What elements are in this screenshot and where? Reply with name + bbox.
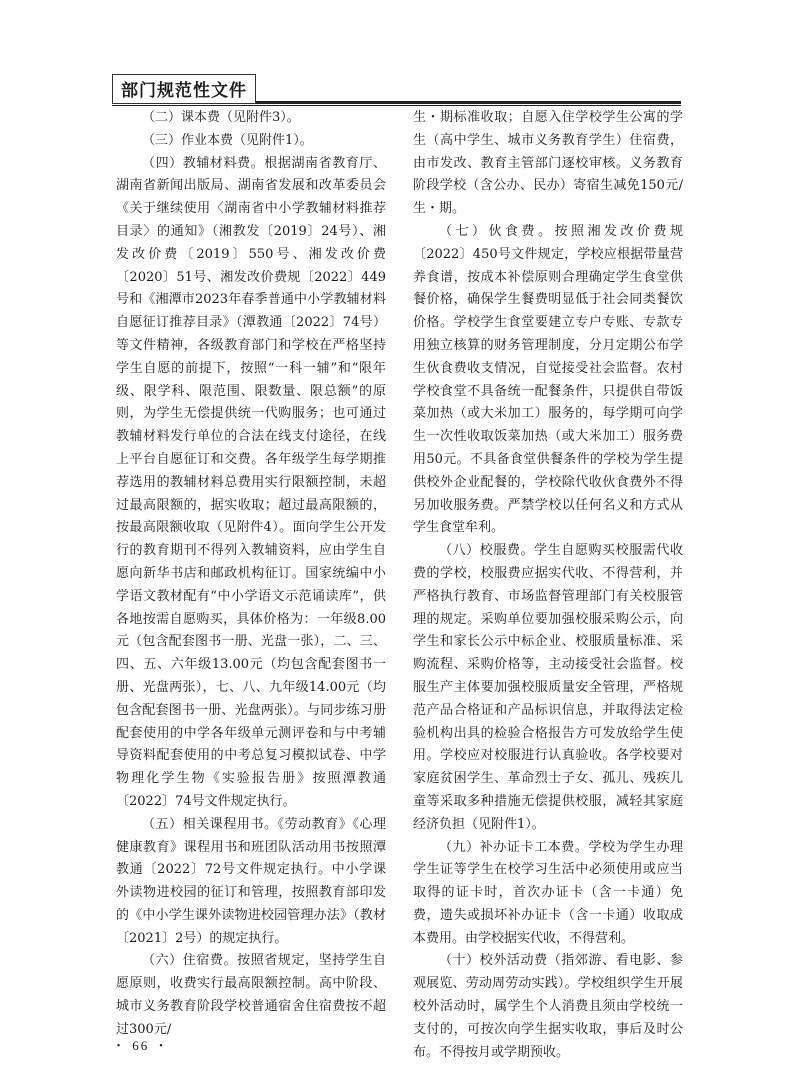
paragraph-accommodation-fee-continued: 生・期标准收取；自愿入住学校学生公寓的学生（高中学生、城市义务教育学生）住宿费，由市发改、教育主管部门逐校审核。义务教育阶段学校（含公办、民办）寄宿生减免150元/生・期。: [413, 110, 683, 217]
paragraph-meal-fee: （七）伙食费。按照湘发改价费规〔2022〕450号文件规定，学校应根据带量营养食谱，按成本补偿原则合理确定学生食堂供餐价格，确保学生餐费明显低于社会同类餐饮价格。学校学生食堂要建立专户专账、专款专用独立核算的财务管理制度，分月定期公布学生伙食费收支情况，自觉接受社会监督。农村学校食堂不具备统一配餐条件，只提供自带饭菜加热（或大米加工）服务的，每学期可向学生一次性收取饭菜加热（或大米加工）服务费用50元。不具备食堂供餐条件的学校为学生提供校外企业配餐的，学校除代收伙食费外不得另加收服务费。严禁学校以任何名义和方式从学生食堂牟利。: [413, 223, 683, 536]
paragraph-supplementary-materials-fee: （四）教辅材料费。根据湖南省教育厅、湖南省新闻出版局、湖南省发展和改革委员会《关于继续使用〈湖南省中小学教辅材料推荐目录〉的通知》（湘教发〔2019〕24号）、湘发改价费〔2019〕550号、湘发改价费〔2020〕51号、湘发改价费规〔2022〕449号和《湘潭市2023年春季普通中小学教辅材料自愿征订推荐目录》（潭教通〔2022〕74号）等文件精神，各级教育部门和学校在严格坚持学生自愿的前提下，按照“一科一辅”和“限年级、限学科、限范围、限数量、限总额”的原则，为学生无偿提供统一代购服务；也可通过教辅材料发行单位的合法在线支付途径，在线上平台自愿征订和交费。各年级学生每学期推荐选用的教辅材料总费用实行限额控制，未超过最高限额的，据实收取；超过最高限额的，按最高限额收取（见附件4）。面向学生公开发行的教育期刊不得列入教辅资料，应由学生自愿向新华书店和邮政机构征订。国家统编中小学语文教材配有“中小学语文示范诵读库”，供各地按需自愿购买，具体价格为：一年级8.00元（包含配套图书一册、光盘一张），二、三、四、五、六年级13.00元（均包含配套图书一册、光盘两张），七、八、九年级14.00元（均包含配套图书一册、光盘两张）。与同步练习册配套使用的中学各年级单元测评卷和与中考辅导资料配套使用的中考总复习模拟试卷、中学物理化学生物《实验报告册》按照潭教通〔2022〕74号文件规定执行。: [116, 155, 386, 809]
paragraph-exercise-book-fee: （三）作业本费（见附件1）。: [142, 132, 313, 148]
paragraph-card-replacement-fee: （九）补办证卡工本费。学校为学生办理学生证等学生在校学习生活中必须使用或应当取得的证卡时，首次办证卡（含一卡通）免费，遗失或损坏补办证卡（含一卡通）收取成本费用。由学校据实代收，不得营利。: [413, 839, 683, 946]
section-header-label: 部门规范性文件: [112, 74, 256, 104]
page-number: ・ 66 ・: [112, 1038, 170, 1053]
paragraph-course-books: （五）相关课程用书。《劳动教育》《心理健康教育》课程用书和班团队活动用书按照潭教通〔2022〕72号文件规定执行。中小学课外读物进校园的征订和管理，按照教育部印发的《中小学生课外读物进校园管理办法》（教材〔2021〕2号）的规定执行。: [116, 816, 386, 946]
paragraph-uniform-fee: （八）校服费。学生自愿购买校服需代收费的学校，校服费应据实代收、不得营利，并严格执行教育、市场监督管理部门有关校服管理的规定。采购单位要加强校服采购公示，向学生和家长公示中标企业、校服质量标准、采购流程、采购价格等，主动接受社会监督。校服生产主体要加强校服质量安全管理，严格规范产品合格证和产品标识信息，并取得法定检验机构出具的检验合格报告方可发放给学生使用。学校应对校服进行认真验收。各学校要对家庭贫困学生、革命烈士子女、孤儿、残疾儿童等采取多种措施无偿提供校服，减轻其家庭经济负担（见附件1）。: [413, 543, 683, 832]
paragraph-outdoor-activity-fee: （十）校外活动费（指郊游、看电影、参观展览、劳动周劳动实践）。学校组织学生开展校外活动时，属学生个人消费且须由学校统一支付的，可按次向学生据实收取，事后及时公布。不得按月或学期预收。: [413, 953, 683, 1060]
right-text-column: [413, 107, 683, 1064]
paragraph-textbook-fee: （二）课本费（见附件3）。: [142, 110, 300, 125]
header-rule-thin: [112, 105, 681, 106]
paragraph-accommodation-fee: （六）住宿费。按照省规定，坚持学生自愿原则，收费实行最高限额控制。高中阶段、城市义务教育阶段学校普通宿舍住宿费按不超过300元/: [116, 953, 386, 1037]
left-text-column: [116, 107, 386, 1042]
